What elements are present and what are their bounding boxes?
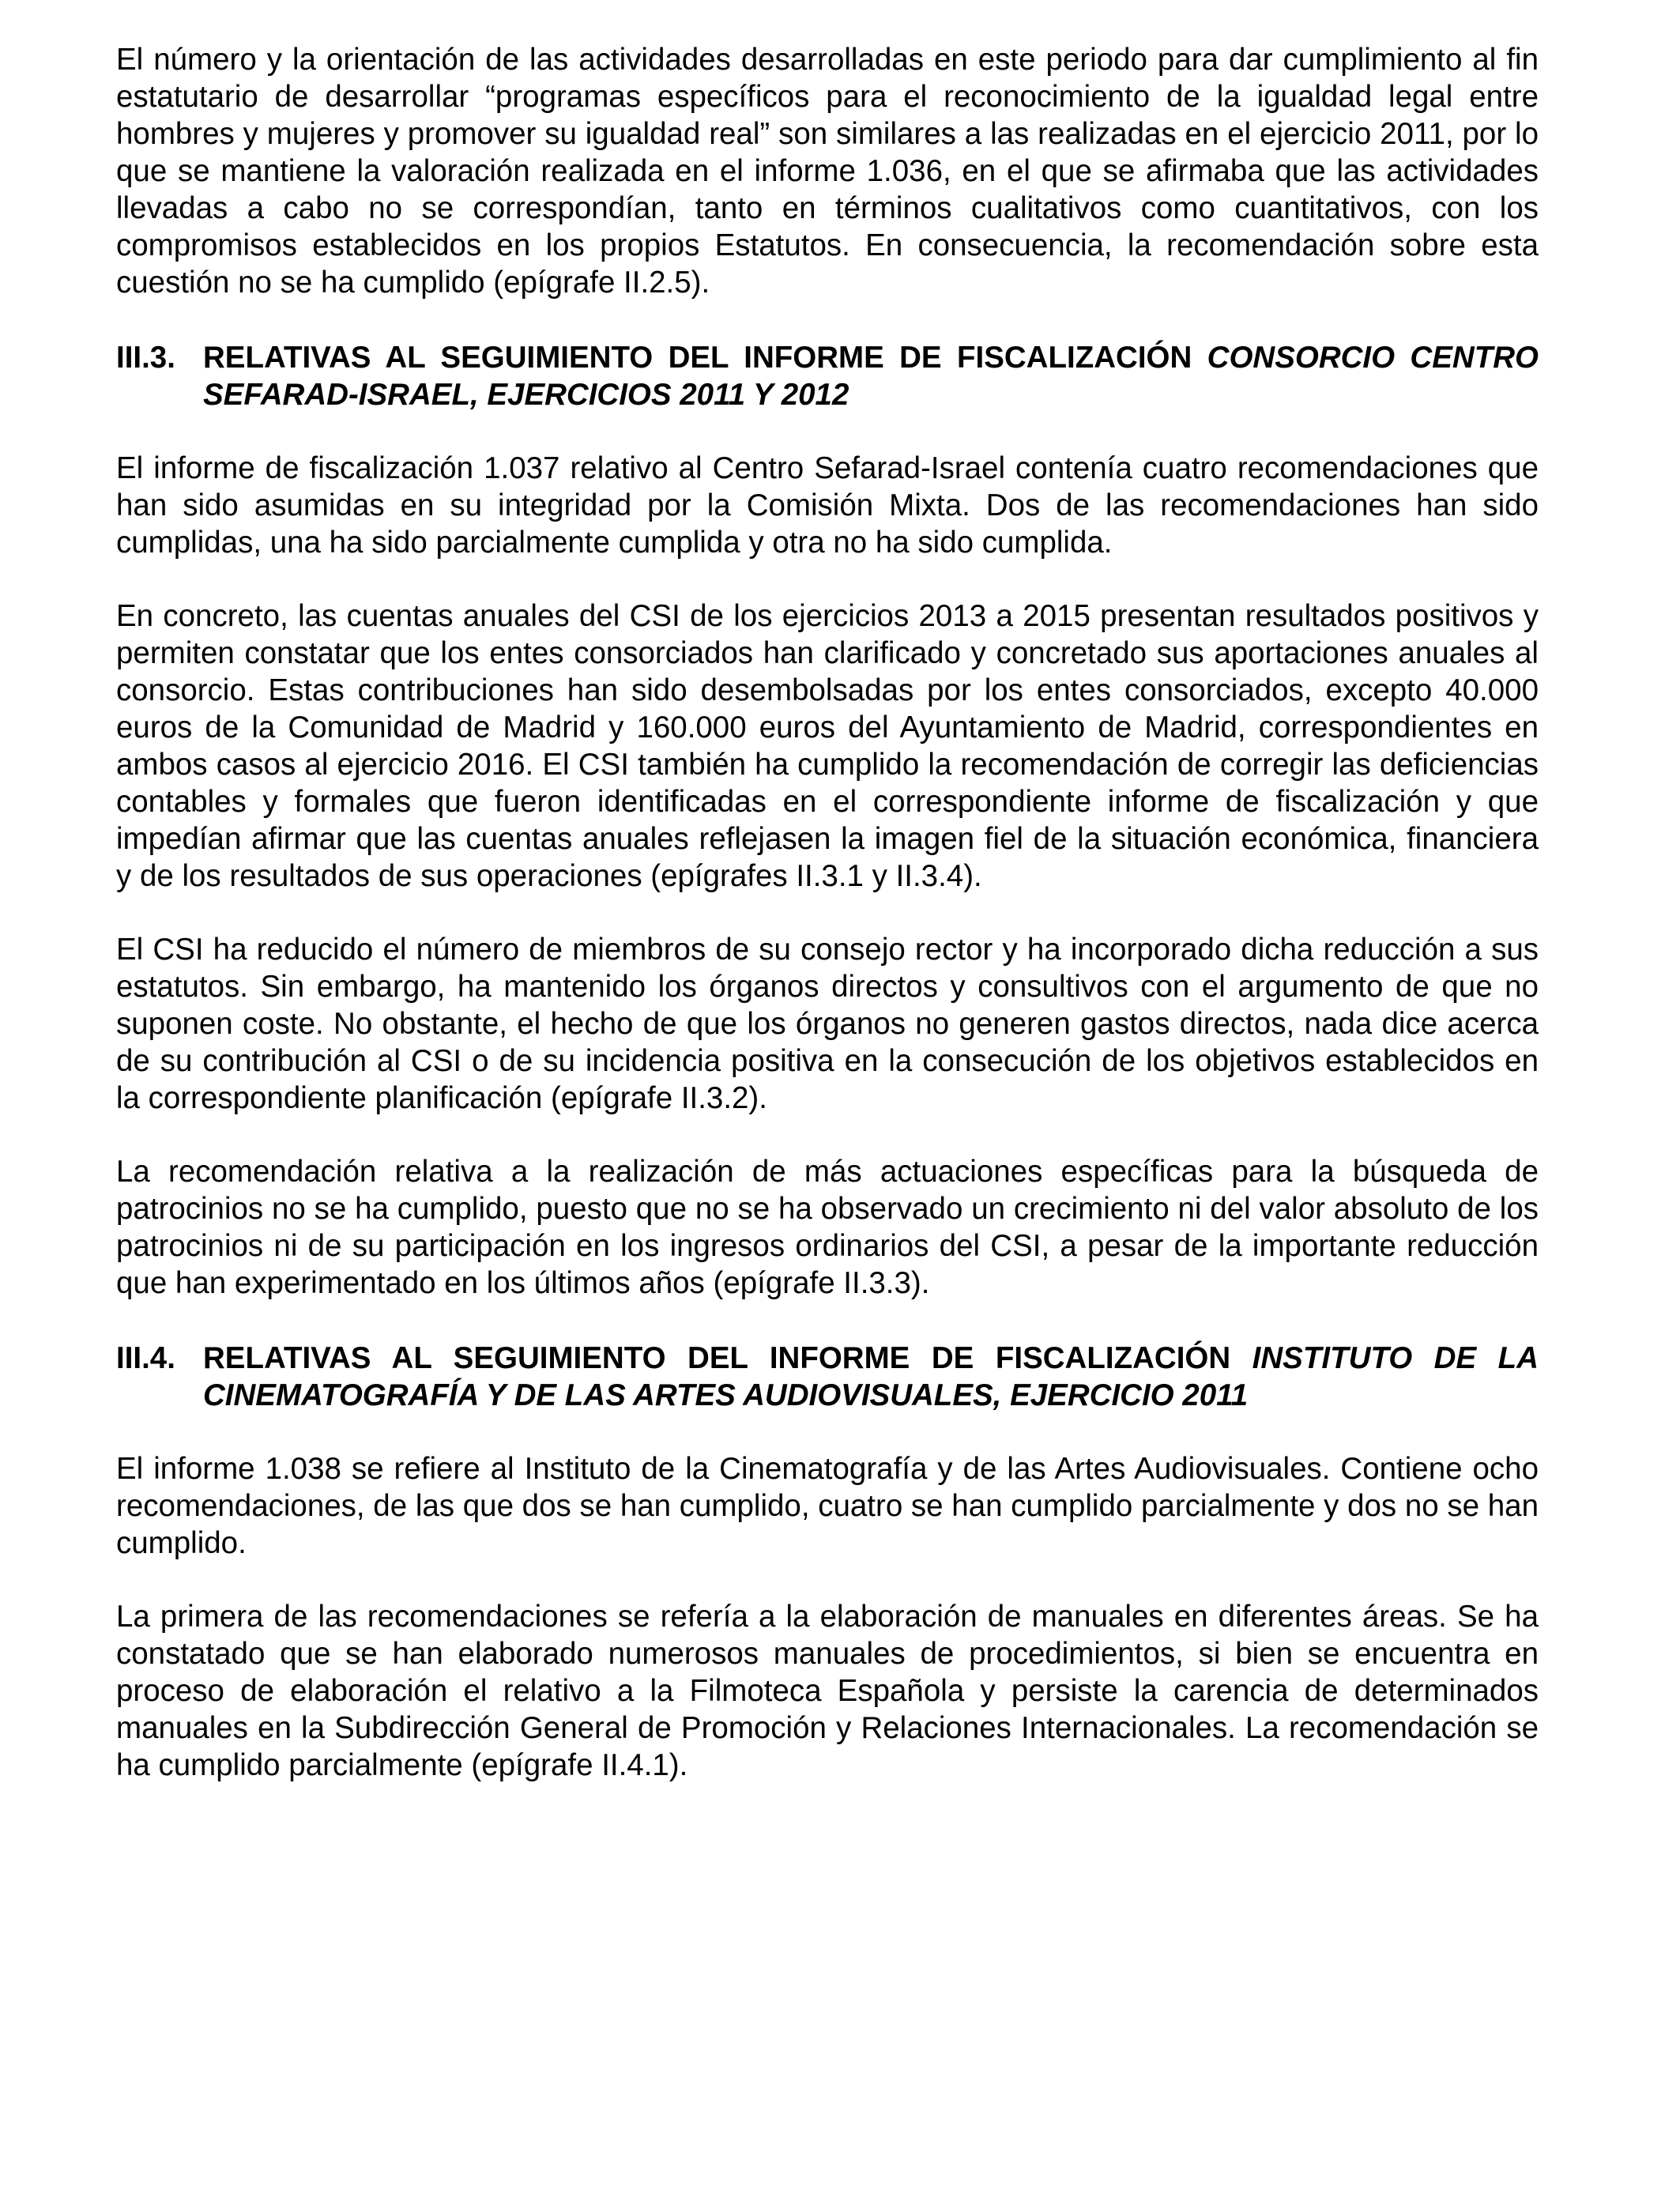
document-page xyxy=(116,41,1539,1784)
section-title xyxy=(203,1340,1539,1414)
paragraph-informe-1037: El informe de fiscalización 1.037 relativo al Centro Sefarad-Israel contenía cuatro recomendaciones que han sido asumidas en su integridad por la Comisión Mixta. Dos de las recomendaciones han sido cumplidas, una ha sido parcialmente cumplida y otra no ha sido cumplida. xyxy=(116,451,1539,560)
section-heading-iii-3 xyxy=(116,339,1539,413)
paragraph-patrocinios: La recomendación relativa a la realización de más actuaciones específicas para la búsqueda de patrocinios no se ha cumplido, puesto que no se ha observado un crecimiento ni del valor absoluto de los patrocinios ni de su participación en los ingresos ordinarios del CSI, a pesar de la importante reducción que han experimentado en los últimos años (epígrafe II.3.3). xyxy=(116,1155,1539,1300)
spacer xyxy=(116,1414,1539,1450)
section-heading-iii-4 xyxy=(116,1340,1539,1414)
spacer xyxy=(116,895,1539,931)
spacer xyxy=(116,413,1539,450)
section-number: III.4. xyxy=(116,1341,175,1375)
spacer xyxy=(116,561,1539,598)
paragraph-informe-1038: El informe 1.038 se refiere al Instituto de la Cinematografía y de las Artes Audiovisuales. Contiene ocho recomendaciones, de las que dos se han cumplido, cuatro se han cumplido parcialmente y dos no se han cumplido. xyxy=(116,1452,1539,1560)
section-title xyxy=(203,339,1539,413)
section-title-italic: INSTITUTO DE LA CINEMATOGRAFÍA Y DE LAS ARTES AUDIOVISUALES, EJERCICIO 2011 xyxy=(203,1341,1539,1412)
section-title-text: RELATIVAS AL SEGUIMIENTO DEL INFORME DE FISCALIZACIÓN xyxy=(203,1341,1231,1375)
paragraph-igualdad: El número y la orientación de las actividades desarrolladas en este periodo para dar cumplimiento al fin estatutario de desarrollar “programas específicos para el reconocimiento de la igualdad legal entre hombres y mujeres y promover su igualdad real” son similares a las realizadas en el ejercicio 2011, por lo que se mantiene la valoración realizada en el informe 1.036, en el que se afirmaba que las actividades llevadas a cabo no se correspondían, tanto en términos cualitativos como cuantitativos, con los compromisos establecidos en los propios Estatutos. En consecuencia, la recomendación sobre esta cuestión no se ha cumplido (epígrafe II.2.5). xyxy=(116,43,1539,300)
paragraph-manuales: La primera de las recomendaciones se refería a la elaboración de manuales en diferentes áreas. Se ha constatado que se han elaborado numerosos manuales de procedimientos, si bien se encuentra en proceso de elaboración el relativo a la Filmoteca Española y persiste la carencia de determinados manuales en la Subdirección General de Promoción y Relaciones Internacionales. La recomendación se ha cumplido parcialmente (epígrafe II.4.1). xyxy=(116,1600,1539,1782)
spacer xyxy=(116,1562,1539,1598)
paragraph-cuentas-anuales: En concreto, las cuentas anuales del CSI de los ejercicios 2013 a 2015 presentan resultados positivos y permiten constatar que los entes consorciados han clarificado y concretado sus aportaciones anuales al consorcio. Estas contribuciones han sido desembolsadas por los entes consorciados, excepto 40.000 euros de la Comunidad de Madrid y 160.000 euros del Ayuntamiento de Madrid, correspondientes en ambos casos al ejercicio 2016. El CSI también ha cumplido la recomendación de corregir las deficiencias contables y formales que fueron identificadas en el correspondiente informe de fiscalización y que impedían afirmar que las cuentas anuales reflejasen la imagen fiel de la situación económica, financiera y de los resultados de sus operaciones (epígrafes II.3.1 y II.3.4). xyxy=(116,599,1539,893)
section-title-text: RELATIVAS AL SEGUIMIENTO DEL INFORME DE FISCALIZACIÓN xyxy=(203,341,1192,375)
spacer xyxy=(116,1117,1539,1153)
section-title-italic: CONSORCIO CENTRO SEFARAD-ISRAEL, EJERCICIOS 2011 Y 2012 xyxy=(203,341,1539,412)
section-number: III.3. xyxy=(116,341,175,375)
spacer xyxy=(116,301,1539,339)
paragraph-consejo-rector: El CSI ha reducido el número de miembros de su consejo rector y ha incorporado dicha reducción a sus estatutos. Sin embargo, ha mantenido los órganos directos y consultivos con el argumento de que no suponen coste. No obstante, el hecho de que los órganos no generen gastos directos, nada dice acerca de su contribución al CSI o de su incidencia positiva en la consecución de los objetivos establecidos en la correspondiente planificación (epígrafe II.3.2). xyxy=(116,933,1539,1115)
spacer xyxy=(116,1302,1539,1340)
